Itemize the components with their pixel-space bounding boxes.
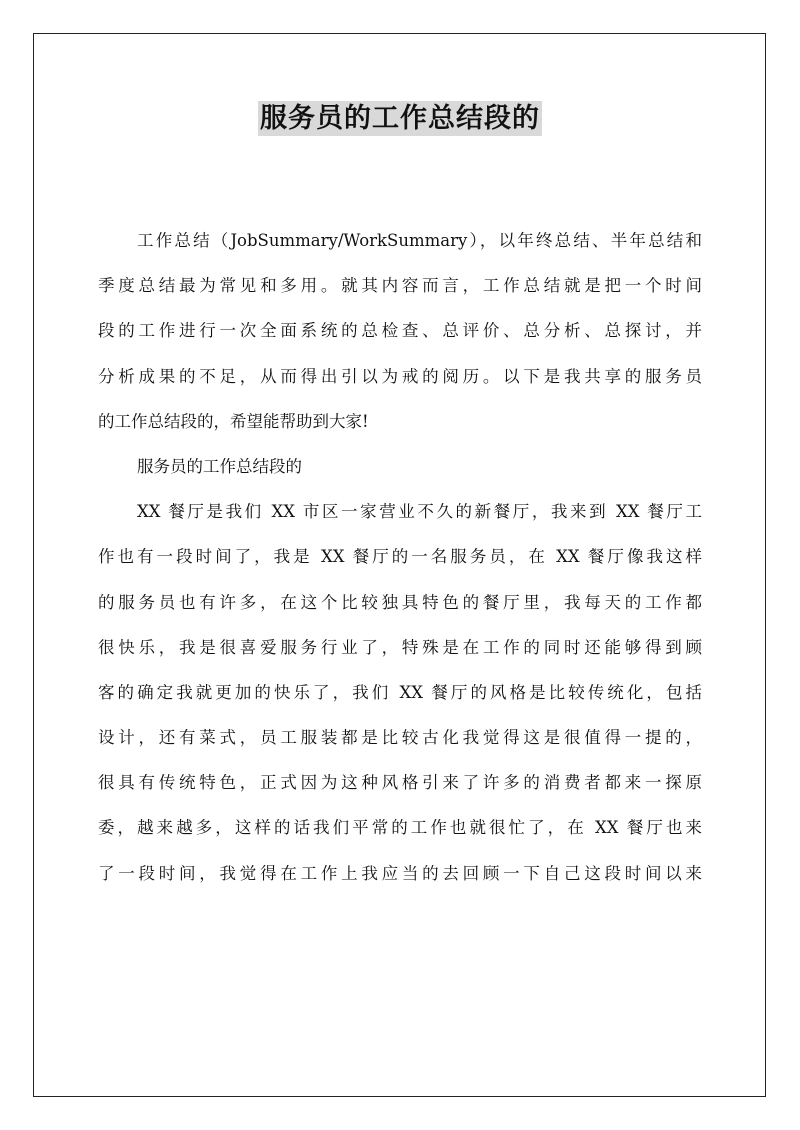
- document-title: [0, 97, 800, 141]
- paragraph-line: 了一段时间，我觉得在工作上我应当的去回顾一下自己这段时间以来: [98, 863, 702, 883]
- paragraph-line: 委，越来越多，这样的话我们平常的工作也就很忙了，在 XX 餐厅也来: [98, 818, 702, 838]
- paragraph-line: 段的工作进行一次全面系统的总检查、总评价、总分析、总探讨，并: [98, 321, 702, 341]
- paragraph-line: 客的确定我就更加的快乐了，我们 XX 餐厅的风格是比较传统化，包括: [98, 682, 702, 702]
- paragraph-line: 很快乐，我是很喜爱服务行业了，特殊是在工作的同时还能够得到顾: [98, 637, 702, 657]
- document-title-text: 服务员的工作总结段的: [260, 103, 540, 134]
- paragraph-line: XX 餐厅是我们 XX 市区一家营业不久的新餐厅，我来到 XX 餐厅工: [137, 502, 702, 522]
- paragraph-line: 很具有传统特色，正式因为这种风格引来了许多的消费者都来一探原: [98, 773, 702, 793]
- section-heading: 服务员的工作总结段的: [137, 456, 302, 476]
- paragraph-line: 作也有一段时间了，我是 XX 餐厅的一名服务员，在 XX 餐厅像我这样: [98, 547, 702, 567]
- paragraph-line: 分析成果的不足，从而得出引以为戒的阅历。以下是我共享的服务员: [98, 366, 702, 386]
- paragraph-line: 的服务员也有许多，在这个比较独具特色的餐厅里，我每天的工作都: [98, 592, 702, 612]
- paragraph-line: 工作总结（JobSummary/WorkSummary），以年终总结、半年总结和: [137, 231, 702, 250]
- paragraph-line: 设计，还有菜式，员工服装都是比较古化我觉得这是很值得一提的，: [98, 728, 702, 748]
- paragraph-line: 季度总结最为常见和多用。就其内容而言，工作总结就是把一个时间: [98, 276, 702, 296]
- paragraph-line: 的工作总结段的，希望能帮助到大家!: [98, 411, 369, 431]
- document-body: [98, 218, 702, 896]
